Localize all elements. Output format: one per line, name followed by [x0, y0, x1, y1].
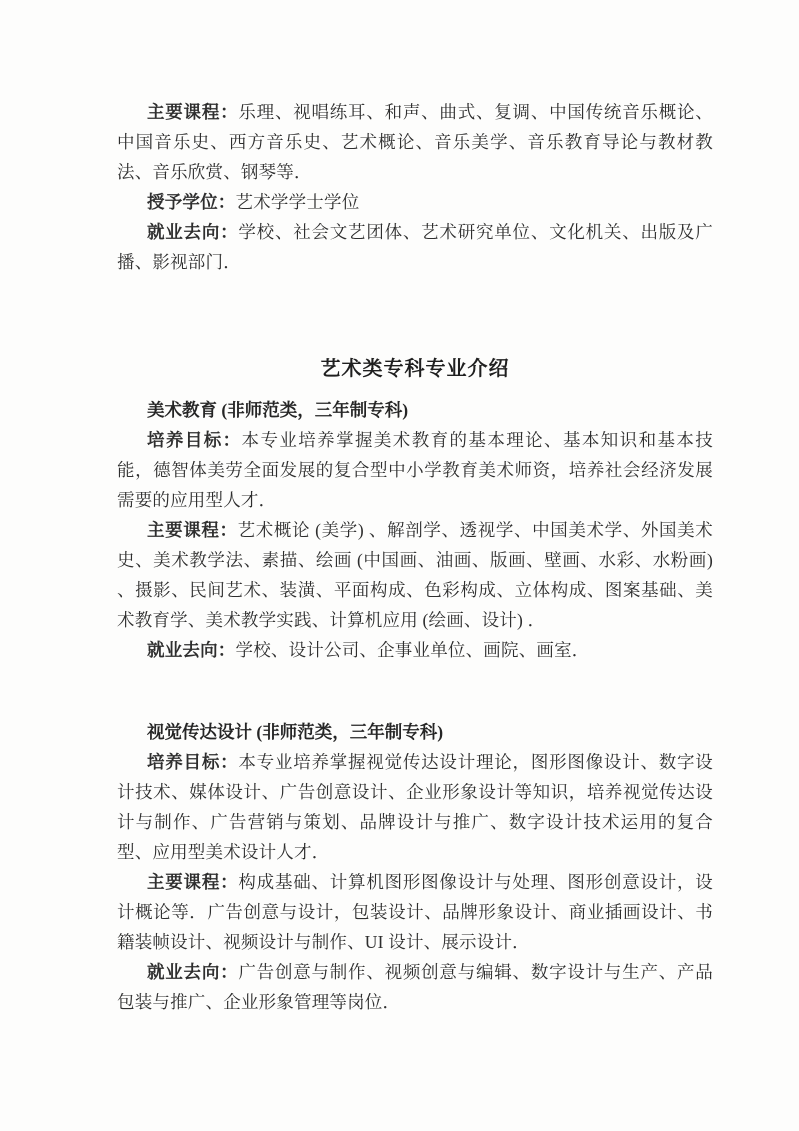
paragraph-training-goal: [117, 747, 713, 867]
program-title-visual-communication-design: 视觉传达设计 (非师范类，三年制专科): [147, 722, 444, 742]
paragraph-degree-awarded: [117, 187, 713, 217]
field-label-main-courses: 主要课程：: [147, 520, 238, 540]
page-content: [117, 0, 713, 1017]
field-text-employment: 学校、社会文艺团体、艺术研究单位、文化机关、出版及广播、影视部门．: [117, 222, 714, 272]
field-text-training-goal: 本专业培养掌握美术教育的基本理论、基本知识和基本技能，德智体美劳全面发展的复合型中小学教育美术师资，培养社会经济发展需要的应用型人才．: [117, 430, 714, 510]
field-text-degree-awarded: 艺术学学士学位: [235, 192, 360, 212]
paragraph-training-goal: [117, 425, 713, 515]
field-text-training-goal: 本专业培养掌握视觉传达设计理论，图形图像设计、数字设计技术、媒体设计、广告创意设计、企业形象设计等知识，培养视觉传达设计与制作、广告营销与策划、品牌设计与推广、数字设计技术运用的复合型、应用型美术设计人才．: [117, 752, 714, 862]
field-text-main-courses: 艺术概论 (美学) 、解剖学、透视学、中国美术学、外国美术史、美术教学法、素描、绘画 (中国画、油画、版画、壁画、水彩、水粉画) 、摄影、民间艺术、装潢、平面构成、色彩构成、立体构成、图案基础、美术教育学、美术教学实践、计算机应用 (绘画、设计) ．: [117, 520, 713, 630]
field-label-main-courses: 主要课程：: [147, 872, 239, 892]
field-label-employment: 就业去向：: [147, 962, 239, 982]
field-label-training-goal: 培养目标：: [147, 430, 242, 450]
paragraph-main-courses: [117, 867, 713, 957]
field-text-main-courses: 构成基础、计算机图形图像设计与处理、图形创意设计，设计概论等．广告创意与设计，包装设计、品牌形象设计、商业插画设计、书籍装帧设计、视频设计与制作、UI 设计、展示设计．: [117, 872, 714, 952]
paragraph-main-courses: [117, 97, 713, 187]
field-text-employment: 广告创意与制作、视频创意与编辑、数字设计与生产、产品包装与推广、企业形象管理等岗位．: [117, 962, 714, 1012]
section-heading: 艺术类专科专业介绍: [320, 358, 510, 380]
field-label-employment: 就业去向：: [147, 222, 239, 242]
field-label-main-courses: 主要课程：: [147, 102, 239, 122]
program-art-education: [117, 395, 713, 665]
paragraph-employment: [117, 217, 713, 277]
section-music-program-tail: [117, 97, 713, 277]
field-label-training-goal: 培养目标：: [147, 752, 239, 772]
field-label-employment: 就业去向：: [147, 640, 236, 660]
field-label-degree-awarded: 授予学位：: [147, 192, 236, 212]
program-visual-communication-design: [117, 717, 713, 1017]
field-text-main-courses: 乐理、视唱练耳、和声、曲式、复调、中国传统音乐概论、中国音乐史、西方音乐史、艺术概论、音乐美学、音乐教育导论与教材教法、音乐欣赏、钢琴等．: [117, 102, 714, 182]
paragraph-employment: [117, 957, 713, 1017]
field-text-employment: 学校、设计公司、企事业单位、画院、画室．: [235, 640, 590, 660]
paragraph-employment: [117, 635, 713, 665]
paragraph-main-courses: [117, 515, 713, 635]
program-title-art-education: 美术教育 (非师范类，三年制专科): [147, 400, 409, 420]
